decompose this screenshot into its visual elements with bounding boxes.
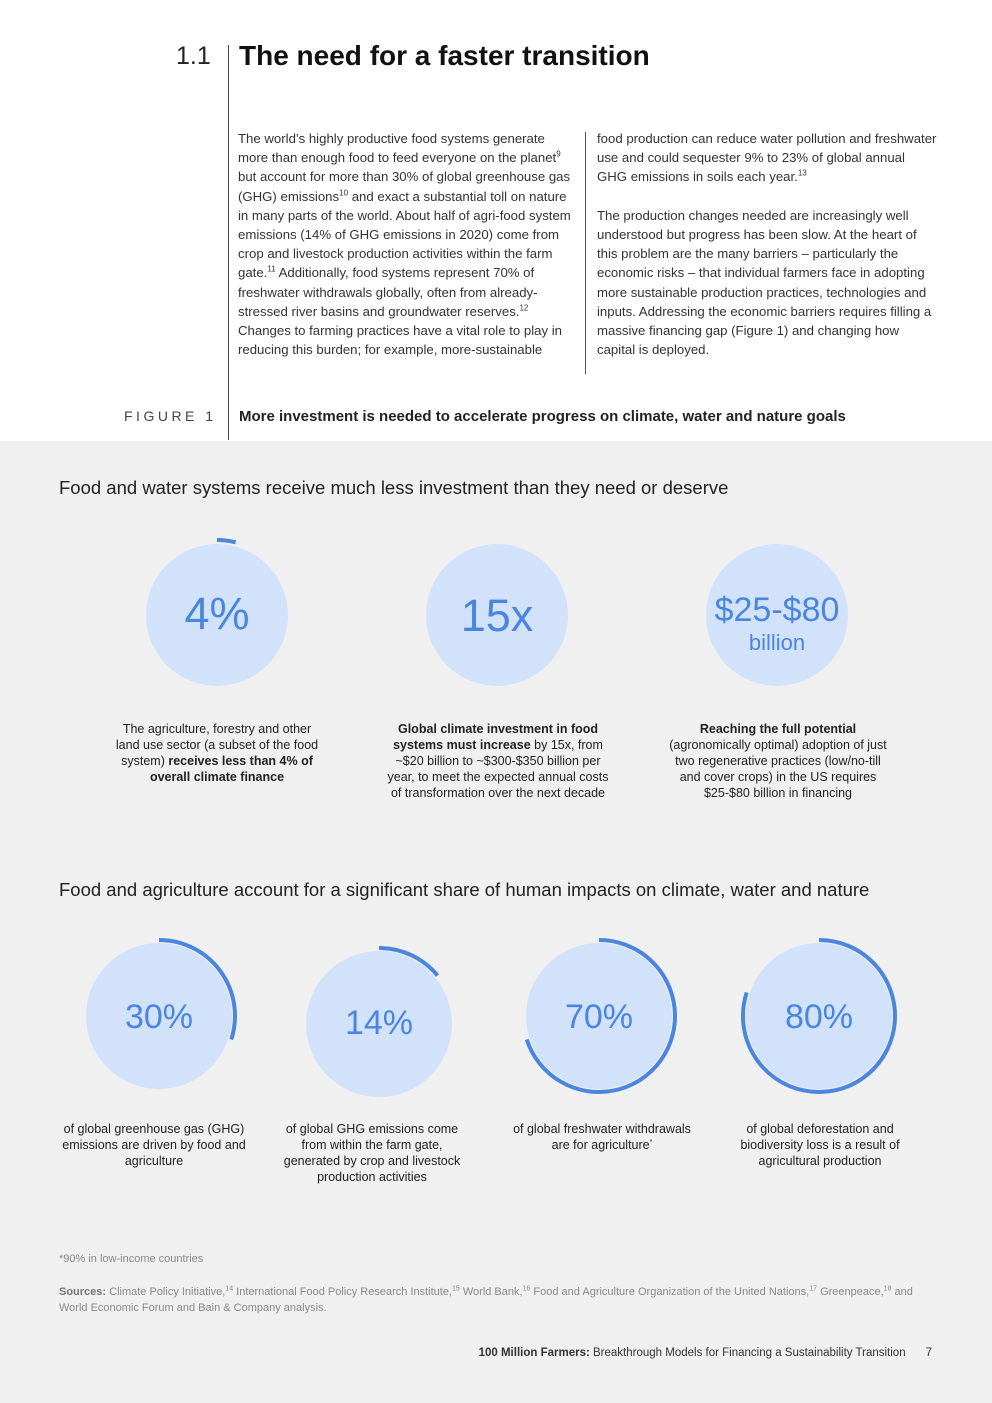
- progress-arc: [217, 540, 236, 542]
- body-paragraph: food production can reduce water pollution and freshwater use and could sequester 9% to 23% of global annual GHG emissions in soils each year.$^{13}$: [597, 131, 937, 185]
- page-number: 7: [925, 1347, 932, 1359]
- stat-caption: The agriculture, forestry and other land use sector (a subset of the food system) receives less than 4% of overall climate finance: [115, 722, 319, 784]
- body-column-right: [597, 129, 937, 379]
- body-paragraph: The production changes needed are increasingly well understood but progress has been slow. At the heart of this problem are the many barriers – particularly the economic risks – that individual farmers face in adopting more sustainable production practices, technologies and inputs. Addressing the economic barriers requires filling a massive financing gap (Figure 1) and changing how capital is deployed.: [597, 207, 932, 358]
- section-title: The need for a faster transition: [239, 40, 650, 71]
- stat-value: $25-$80: [714, 591, 840, 629]
- footnote-ref[interactable]: 11: [267, 265, 276, 275]
- figure-sources: Sources: Climate Policy Initiative,$^{14}$ International Food Policy Research Institute,$^{15}$ World Bank,$^{16}$ Food and Agriculture Organization of the United Nations,$^{17}$ Greenpeace,$^{18}$ and World Economic Forum and Bain & Company analysis.: [59, 1285, 913, 1314]
- stat-value: 4%: [184, 588, 250, 639]
- stat-caption: of global freshwater withdrawals are for agriculture*: [513, 1122, 691, 1152]
- footnote-ref[interactable]: 10: [339, 188, 349, 198]
- stat-caption: of global deforestation and biodiversity loss is a result of agricultural production: [740, 1122, 900, 1168]
- body-column-left: [238, 129, 578, 379]
- column-divider: [585, 132, 586, 374]
- footnote-ref[interactable]: 12: [519, 303, 529, 313]
- stat-unit: billion: [748, 630, 806, 655]
- stat-value: 80%: [784, 998, 854, 1036]
- stat-value: 30%: [124, 998, 194, 1036]
- group2-heading: Food and agriculture account for a significant share of human impacts on climate, water and nature: [59, 879, 870, 900]
- footnote-marker: *: [649, 1138, 653, 1146]
- figure-title: More investment is needed to accelerate progress on climate, water and nature goals: [239, 408, 846, 425]
- stat-value: 14%: [344, 1004, 414, 1042]
- stat-caption: of global GHG emissions come from within the farm gate, generated by crop and livestock production activities: [283, 1122, 461, 1184]
- footnote-ref[interactable]: 9: [556, 149, 561, 159]
- footer-title: Breakthrough Models for Financing a Sustainability Transition: [589, 1347, 906, 1359]
- stat-value: 70%: [564, 998, 634, 1036]
- section-number: 1.1: [176, 42, 211, 70]
- footer-title-bold: 100 Million Farmers:: [478, 1347, 590, 1359]
- group1-heading: Food and water systems receive much less investment than they need or deserve: [59, 477, 729, 498]
- stat-caption: Reaching the full potential (agronomically optimal) adoption of just two regenerative practices (low/no-till and cover crops) in the US requires $25-$80 billion in financing: [669, 722, 887, 800]
- stat-caption: Global climate investment in food systems must increase by 15x, from ~$20 billion to ~$300-$350 billion per year, to meet the expected annual costs of transformation over the next decade: [387, 722, 609, 800]
- figure-footnote: *90% in low-income countries: [59, 1253, 204, 1265]
- page-footer: [479, 1347, 932, 1359]
- footnote-ref[interactable]: 13: [797, 169, 807, 179]
- body-paragraph: The world’s highly productive food systems generate more than enough food to feed everyone on the planet$^9$ but account for more than 30% of global greenhouse gas (GHG) emissions$^{10}$ and exact a substantial toll on nature in many parts of the world. About half of agri-food system emissions (14% of GHG emissions in 2020) come from crop and livestock production activities within the farm gate.$^{11}$ Additionally, food systems represent 70% of freshwater withdrawals globally, often from already-stressed river basins and groundwater reserves.$^{12}$ Changes to farming practices have a vital role to play in reducing this burden; for example, more-sustainable: [238, 131, 571, 358]
- figure-label: FIGURE 1: [124, 408, 217, 424]
- stat-caption: of global greenhouse gas (GHG) emissions are driven by food and agriculture: [62, 1122, 246, 1168]
- section-divider: [228, 45, 229, 440]
- stat-value: 15x: [460, 590, 534, 641]
